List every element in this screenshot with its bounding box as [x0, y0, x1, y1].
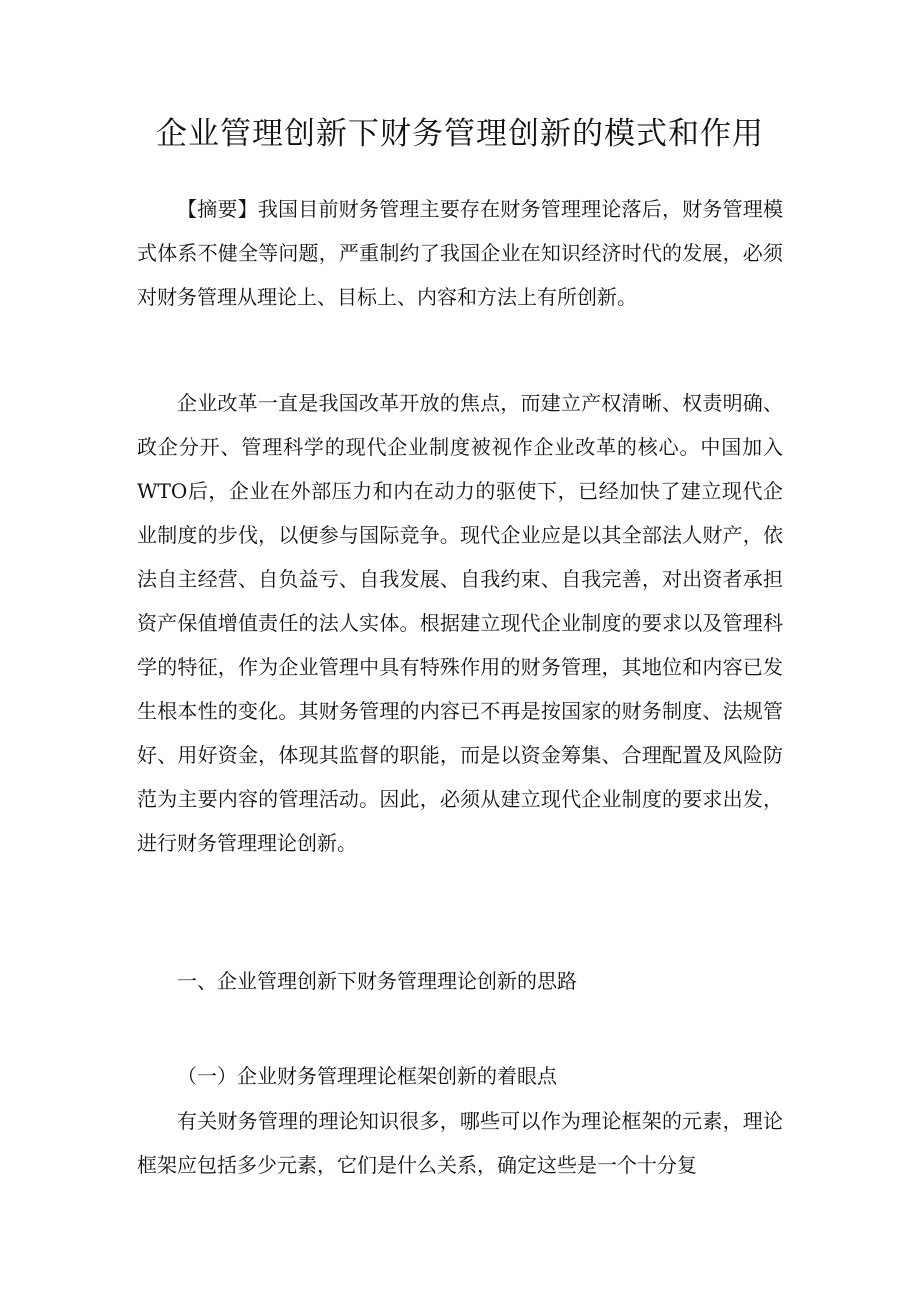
- subsection-heading: （一）企业财务管理理论框架创新的着眼点: [177, 1064, 557, 1088]
- body-block: [137, 1099, 783, 1187]
- section-heading: 一、企业管理创新下财务管理理论创新的思路: [177, 969, 577, 993]
- abstract-paragraph: 【摘要】我国目前财务管理主要存在财务管理理论落后，财务管理模式体系不健全等问题，严重制约了我国企业在知识经济时代的发展，必须对财务管理从理论上、目标上、内容和方法上有所创新。: [137, 197, 783, 309]
- document-title: 企业管理创新下财务管理创新的模式和作用: [156, 116, 764, 152]
- intro-block: [137, 381, 783, 865]
- abstract-block: [137, 187, 783, 319]
- section-heading-block: [137, 959, 783, 1003]
- body-paragraph: 有关财务管理的理论知识很多，哪些可以作为理论框架的元素，理论框架应包括多少元素，它们是什么关系，确定这些是一个十分复: [137, 1109, 783, 1177]
- intro-paragraph: 企业改革一直是我国改革开放的焦点，而建立产权清晰、权责明确、政企分开、管理科学的现代企业制度被视作企业改革的核心。中国加入WTO后，企业在外部压力和内在动力的驱使下，已经加快了建立现代企业制度的步伐，以便参与国际竞争。现代企业应是以其全部法人财产，依法自主经营、自负益亏、自我发展、自我约束、自我完善，对出资者承担资产保值增值责任的法人实体。根据建立现代企业制度的要求以及管理科学的特征，作为企业管理中具有特殊作用的财务管理，其地位和内容已发生根本性的变化。其财务管理的内容已不再是按国家的财务制度、法规管好、用好资金，体现其监督的职能，而是以资金筹集、合理配置及风险防范为主要内容的管理活动。因此，必须从建立现代企业制度的要求出发，进行财务管理理论创新。: [137, 391, 783, 855]
- subsection-heading-block: [137, 1054, 783, 1098]
